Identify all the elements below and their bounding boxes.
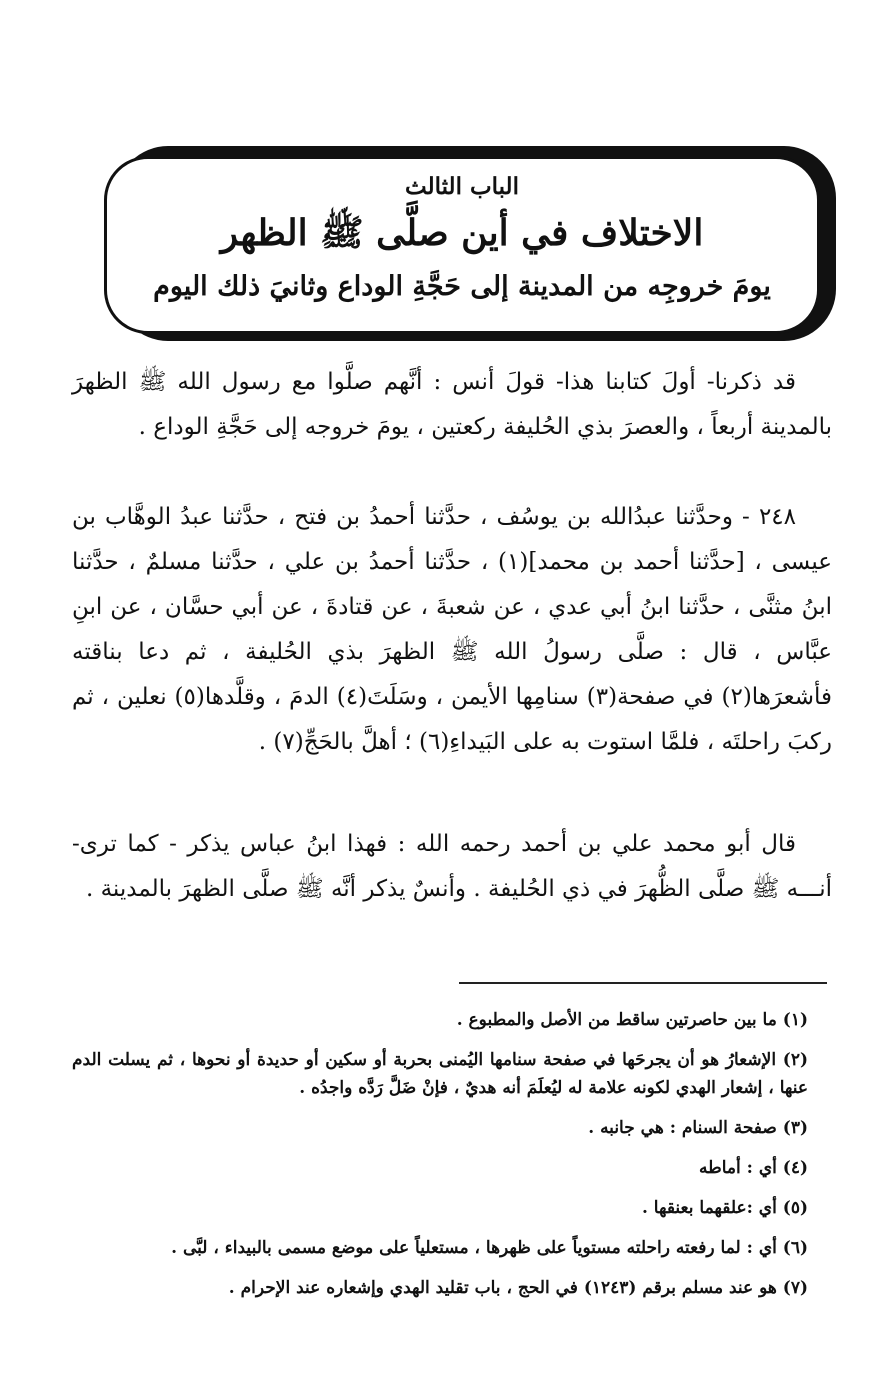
- footnote-7: (٧) هو عند مسلم برقم (١٢٤٣) في الحج ، باب تقليد الهدي وإشعاره عند الإحرام .: [228, 1278, 808, 1298]
- footnote-5: (٥) أي :علقهما بعنقها .: [641, 1198, 808, 1218]
- chapter-title: الاختلاف في أين صلَّى ﷺ الظهر: [220, 212, 704, 254]
- paragraph-intro: [72, 360, 832, 450]
- footnote-2: (٢) الإشعارُ هو أن يجرحَها في صفحة سنامها اليُمنى بحربة أو سكين أو حديدة أو نحوها ، ثم يسلت الدم عنها ، إشعار الهدي لكونه علامة له ليُعلَمَ أنه هديٌ ، فإنْ ضَلَّ رَدَّه واجدُه .: [72, 1050, 808, 1098]
- paragraph-text: قد ذكرنا- أولَ كتابنا هذا- قولَ أنس : أنَّهم صلَّوا مع رسول الله ﷺ الظهرَ بالمدينة أربعاً ، والعصرَ بذي الحُليفة ركعتين ، يومَ خروجه إلى حَجَّةِ الوداع .: [72, 369, 832, 440]
- footnote-4: (٤) أي : أماطه: [699, 1158, 808, 1178]
- paragraph-commentary: [72, 822, 832, 912]
- footnote-6: (٦) أي : لما رفعته راحلته مستوياً على ظهرها ، مستعلياً على موضع مسمى بالبيداء ، لبَّى .: [171, 1238, 808, 1258]
- paragraph-text: قال أبو محمد علي بن أحمد رحمه الله : فهذا ابنُ عباس يذكر - كما ترى- أنـــه ﷺ صلَّى الظُّهرَ في ذي الحُليفة . وأنسٌ يذكر أنَّه ﷺ صلَّى الظهرَ بالمدينة .: [72, 831, 832, 902]
- footnote-3: (٣) صفحة السنام : هي جانبه .: [588, 1118, 808, 1138]
- paragraph-hadith-248: [72, 495, 832, 765]
- footnotes: [72, 1000, 832, 1308]
- footnote-divider: [459, 982, 827, 984]
- chapter-subtitle: يومَ خروجِه من المدينة إلى حَجَّةِ الوداع وثانيَ ذلك اليوم: [153, 271, 771, 302]
- chapter-heading-frame: [104, 156, 820, 334]
- paragraph-text: ٢٤٨ - وحدَّثنا عبدُالله بن يوسُف ، حدَّثنا أحمدُ بن فتح ، حدَّثنا عبدُ الوهَّاب بن عيسى ، [حدَّثنا أحمد بن محمد](١) ، حدَّثنا أحمدُ بن علي ، حدَّثنا مسلمٌ ، حدَّثنا ابنُ مثنَّى ، حدَّثنا ابنُ أبي عدي ، عن شعبةَ ، عن قتادةَ ، عن أبي حسَّان ، عن ابنِ عبَّاس ، قال : صلَّى رسولُ الله ﷺ الظهرَ بذي الحُليفة ، ثم دعا بناقته فأشعرَها(٢) في صفحة(٣) سنامِها الأيمن ، وسَلَتَ(٤) الدمَ ، وقلَّدها(٥) نعلين ، ثم ركبَ راحلتَه ، فلمَّا استوت به على البَيداءِ(٦) ؛ أهلَّ بالحَجِّ(٧) .: [72, 504, 832, 755]
- footnote-1: (١) ما بين حاصرتين ساقط من الأصل والمطبوع .: [456, 1010, 808, 1030]
- chapter-number: الباب الثالث: [405, 173, 519, 200]
